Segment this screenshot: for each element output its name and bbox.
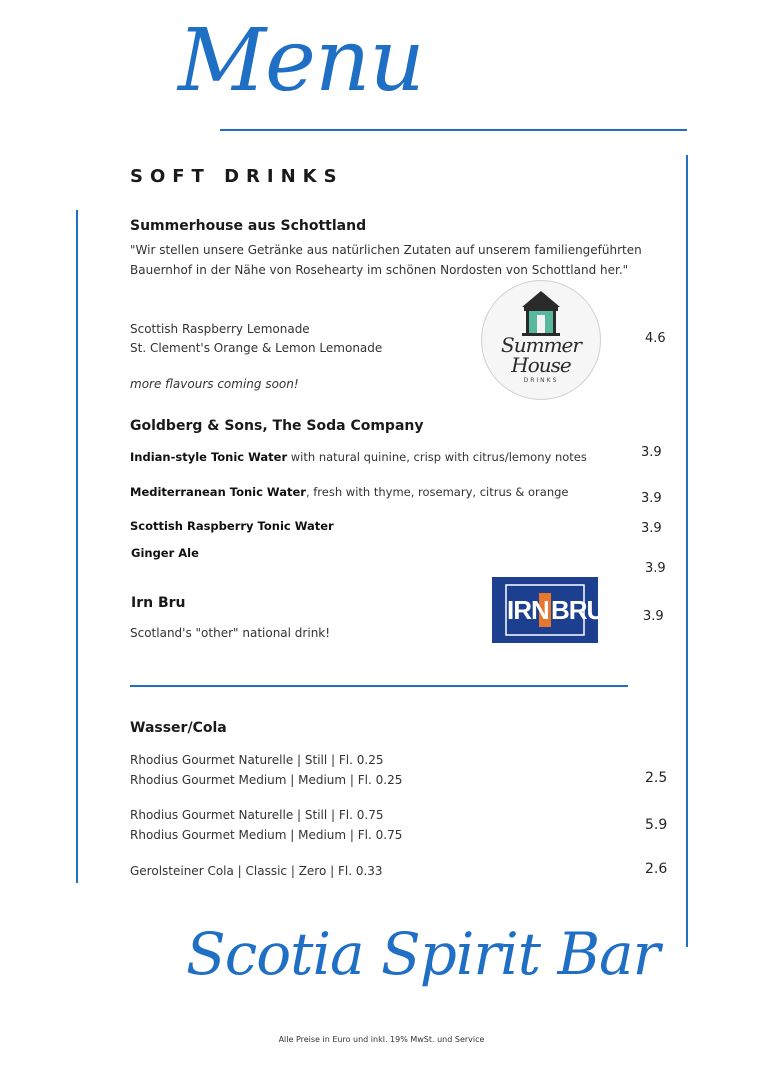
section-title: SOFT DRINKS [130,166,344,187]
irnbru-desc: Scotland's "other" national drink! [130,626,331,640]
goldberg-item-2-desc: , fresh with thyme, rosemary, citrus & orange [305,485,569,499]
summerhouse-logo-line2: House [511,353,571,377]
section-divider [130,685,628,687]
goldberg-item-1-price: 3.9 [641,445,662,460]
summerhouse-note: more flavours coming soon! [130,377,299,391]
goldberg-heading: Goldberg & Sons, The Soda Company [130,418,424,434]
bar-name: Scotia Spirit Bar [186,920,660,988]
wasser-group-1-line-2: Rhodius Gourmet Medium | Medium | Fl. 0.25 [130,773,403,787]
summerhouse-price: 4.6 [645,331,666,346]
summerhouse-heading: Summerhouse aus Schottland [130,218,367,234]
summerhouse-item-1: Scottish Raspberry Lemonade [130,322,310,336]
goldberg-item-4 [131,546,199,560]
right-vertical-rule [686,155,688,947]
goldberg-item-1 [130,450,587,464]
wasser-group-1 [130,750,402,790]
wasser-group-2-line-1: Rhodius Gourmet Naturelle | Still | Fl. 0.75 [130,808,384,822]
summerhouse-quote-line1: "Wir stellen unsere Getränke aus natürlichen Zutaten auf unserem familiengeführten [130,243,642,257]
summerhouse-quote [130,240,650,280]
goldberg-item-3-name: Scottish Raspberry Tonic Water [130,519,334,533]
wasser-group-2 [130,805,402,845]
header-rule [220,129,687,131]
summerhouse-item-2: St. Clement's Orange & Lemon Lemonade [130,341,383,355]
goldberg-item-1-desc: with natural quinine, crisp with citrus/lemony notes [287,450,587,464]
wasser-cola: Gerolsteiner Cola | Classic | Zero | Fl. 0.33 [130,864,383,878]
goldberg-item-2-name: Mediterranean Tonic Water [130,485,306,499]
goldberg-item-2 [130,485,569,499]
irnbru-logo [492,577,605,643]
summerhouse-logo-line3: DRINKS [523,377,559,384]
goldberg-item-3-price: 3.9 [641,521,662,536]
goldberg-item-3 [130,519,334,533]
irnbru-logo-left: IRN [507,595,549,625]
wasser-group-1-line-1: Rhodius Gourmet Naturelle | Still | Fl. 0.25 [130,753,384,767]
wasser-price-1: 2.5 [645,770,668,786]
irnbru-logo-right: BRU [551,595,605,625]
wasser-heading: Wasser/Cola [130,720,227,736]
menu-title: Menu [178,11,424,111]
wasser-group-2-line-2: Rhodius Gourmet Medium | Medium | Fl. 0.75 [130,828,403,842]
goldberg-item-2-price: 3.9 [641,491,662,506]
wasser-price-2: 5.9 [645,817,668,833]
summerhouse-quote-line2: Bauernhof in der Nähe von Rosehearty im schönen Nordosten von Schottland her." [130,263,629,277]
goldberg-item-1-name: Indian-style Tonic Water [130,450,288,464]
irnbru-heading: Irn Bru [131,595,186,611]
summerhouse-logo-line1: Summer [501,333,581,357]
left-vertical-rule [76,210,78,883]
price-footnote: Alle Preise in Euro und inkl. 19% MwSt. und Service [278,1035,485,1044]
wasser-price-3: 2.6 [645,861,668,877]
goldberg-item-4-name: Ginger Ale [131,546,199,560]
irnbru-price: 3.9 [643,609,664,624]
goldberg-item-4-price: 3.9 [645,561,666,576]
summerhouse-logo [481,280,601,400]
